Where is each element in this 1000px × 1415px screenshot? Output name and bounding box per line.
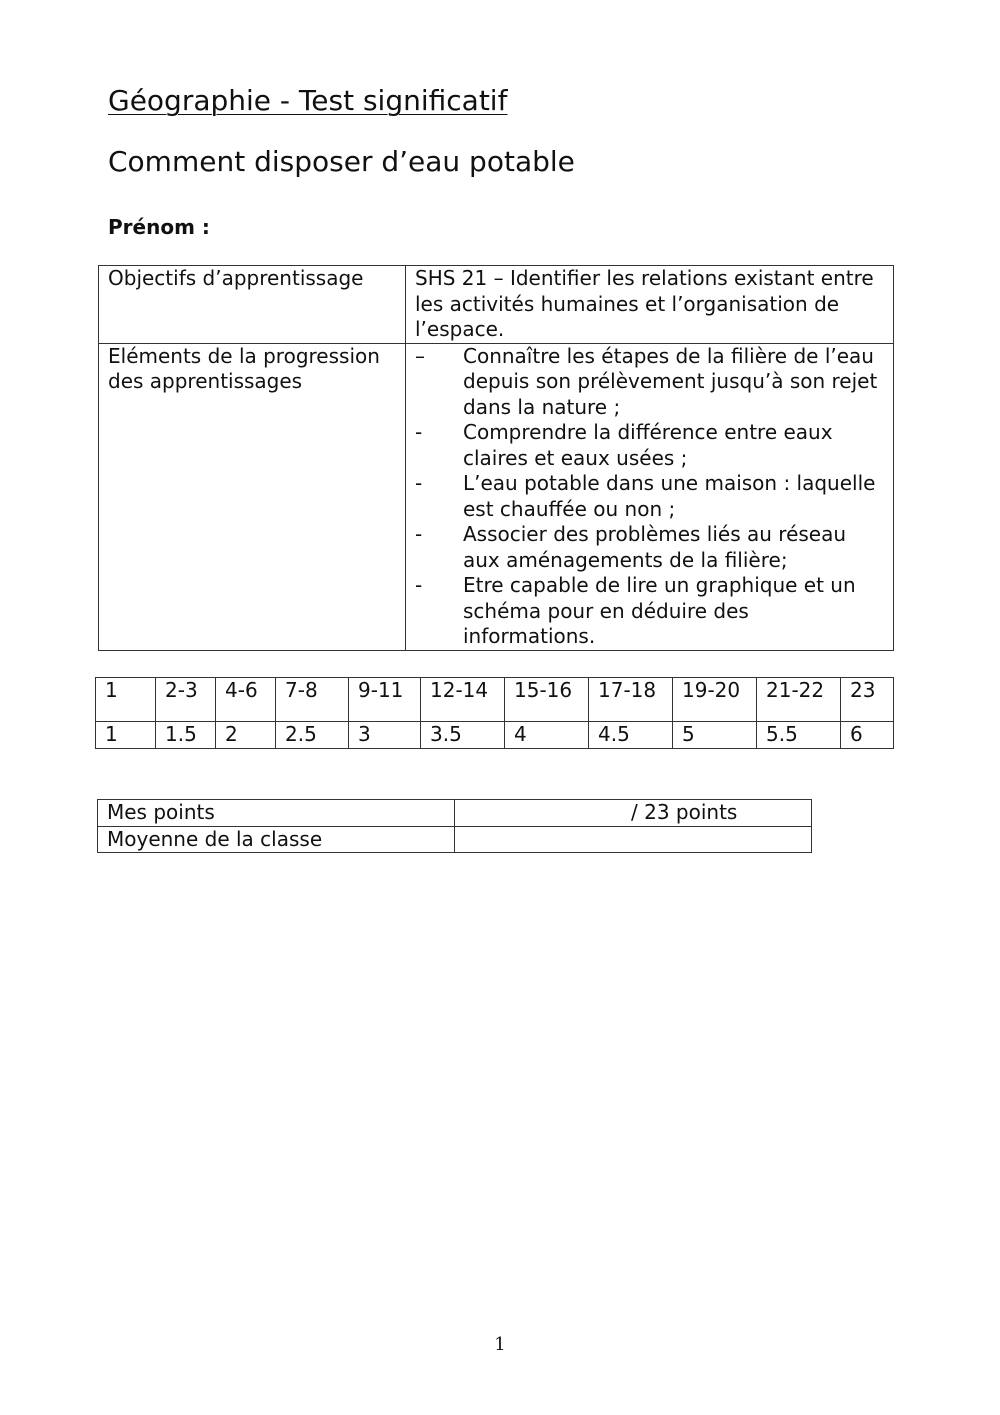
- class-average-label: Moyenne de la classe: [98, 826, 455, 853]
- my-points-label: Mes points: [98, 800, 455, 827]
- list-item-text: L’eau potable dans une maison : laquelle est chauffée ou non ;: [463, 471, 876, 521]
- progression-list: [415, 344, 885, 650]
- table-cell: 23: [841, 678, 894, 722]
- bullet: -: [415, 522, 423, 546]
- table-cell: 5: [673, 722, 757, 749]
- bullet: –: [415, 343, 425, 368]
- table-cell: 2-3: [156, 678, 216, 722]
- bullet: -: [415, 420, 423, 444]
- bullet: -: [415, 573, 423, 597]
- table-cell: 7-8: [276, 678, 349, 722]
- list-item-text: Comprendre la différence entre eaux claires et eaux usées ;: [463, 420, 833, 470]
- table-cell: 6: [841, 722, 894, 749]
- table-cell: 3: [349, 722, 421, 749]
- table-cell: 3.5: [421, 722, 505, 749]
- list-item: [415, 573, 885, 650]
- table-cell: 4-6: [216, 678, 276, 722]
- table-row: [98, 800, 812, 827]
- grades-row: [96, 722, 894, 749]
- objectives-label: Objectifs d’apprentissage: [99, 266, 406, 344]
- table-cell: 4: [505, 722, 589, 749]
- bullet: -: [415, 471, 423, 495]
- list-item: [415, 471, 885, 522]
- list-item: [415, 344, 885, 421]
- score-table: [97, 799, 812, 853]
- table-cell: 19-20: [673, 678, 757, 722]
- class-average-value[interactable]: [455, 826, 812, 853]
- document-subtitle: Comment disposer d’eau potable: [108, 145, 575, 178]
- table-cell: 4.5: [589, 722, 673, 749]
- progression-label: Eléments de la progression des apprentissages: [99, 343, 406, 650]
- list-item-text: Associer des problèmes liés au réseau aux aménagements de la filière;: [463, 522, 847, 572]
- table-cell: 2.5: [276, 722, 349, 749]
- objectives-value: SHS 21 – Identifier les relations existant entre les activités humaines et l’organisation de l’espace.: [406, 266, 894, 344]
- list-item-text: Etre capable de lire un graphique et un schéma pour en déduire des informations.: [463, 573, 856, 648]
- progression-list-cell: [406, 343, 894, 650]
- list-item: [415, 420, 885, 471]
- objectives-table: [98, 265, 894, 651]
- table-cell: 15-16: [505, 678, 589, 722]
- my-points-value[interactable]: / 23 points: [455, 800, 812, 827]
- table-cell: 1: [96, 678, 156, 722]
- table-row: [98, 826, 812, 853]
- table-cell: 1.5: [156, 722, 216, 749]
- firstname-label: Prénom :: [108, 215, 210, 239]
- table-cell: 9-11: [349, 678, 421, 722]
- page-number: 1: [494, 1334, 506, 1355]
- list-item: [415, 522, 885, 573]
- table-cell: 5.5: [757, 722, 841, 749]
- document-title: Géographie - Test significatif: [108, 84, 508, 117]
- table-cell: 17-18: [589, 678, 673, 722]
- points-row: [96, 678, 894, 722]
- grade-scale-table: [95, 677, 894, 749]
- table-cell: 2: [216, 722, 276, 749]
- table-cell: 1: [96, 722, 156, 749]
- list-item-text: Connaître les étapes de la filière de l’eau depuis son prélèvement jusqu’à son rejet dans la nature ;: [463, 343, 878, 419]
- table-cell: 12-14: [421, 678, 505, 722]
- table-cell: 21-22: [757, 678, 841, 722]
